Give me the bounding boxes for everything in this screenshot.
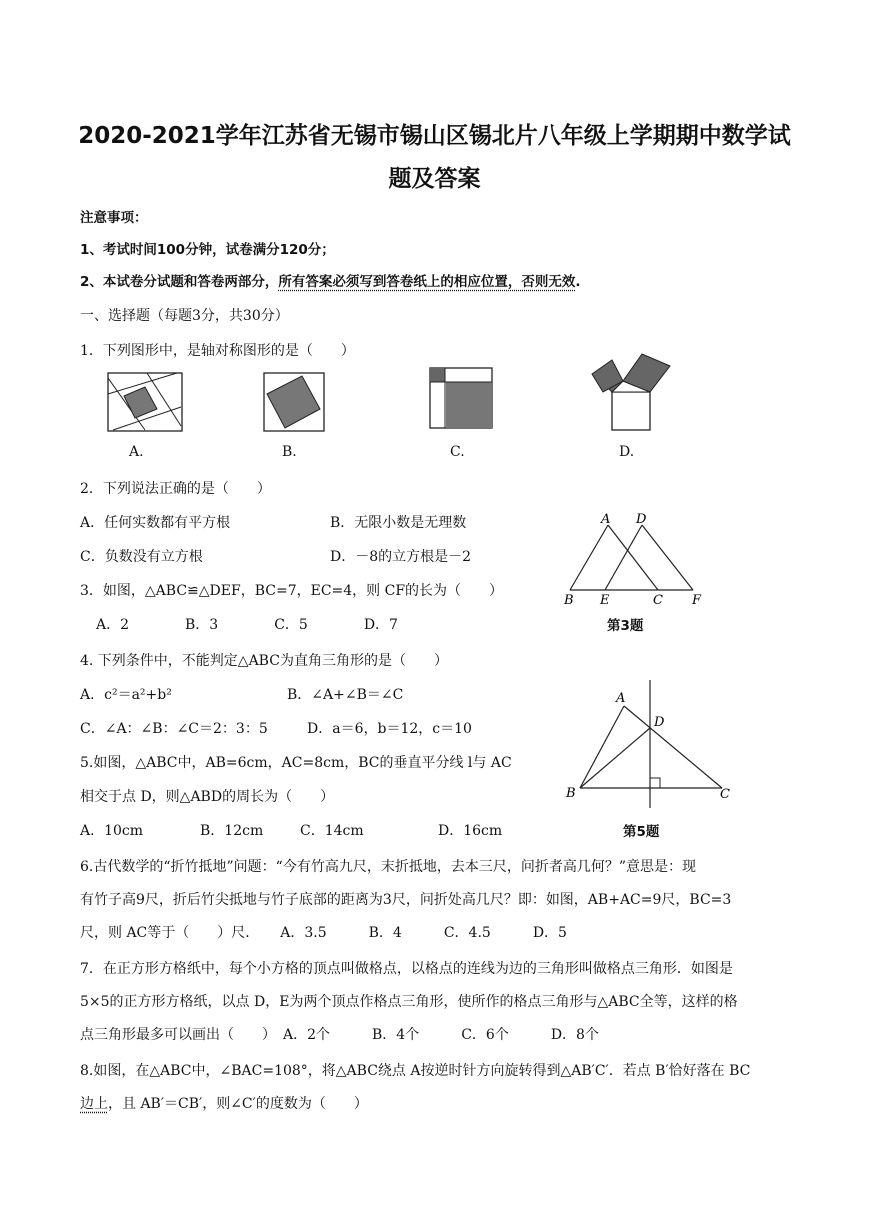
notes-item-2-emphasis: 所有答案必须写到答卷纸上的相应位置，否则无效 (278, 274, 576, 290)
q4-option-c: C．∠A：∠B：∠C＝2：3：5 (80, 721, 268, 737)
q3-figure-caption: 第3题 (607, 618, 644, 634)
q1-figure-d (590, 352, 672, 432)
q6-line3: 尺，则 AC等于（ ）尺． A．3.5 B．4 C．4.5 D．5 (80, 925, 567, 941)
notes-item-1: 1、考试时间100分钟，试卷满分120分； (80, 242, 335, 258)
q3-point-e: E (600, 593, 610, 608)
q1-label-a: A. (129, 444, 144, 460)
q2-option-d: D．－8的立方根是－2 (330, 549, 472, 565)
q4-option-b: B．∠A+∠B＝∠C (287, 687, 404, 703)
q5-stem-line2: 相交于点 D，则△ABD的周长为（ ） (80, 789, 335, 805)
q8-line2 (80, 1093, 368, 1113)
q1-figure-b (263, 372, 325, 432)
q2-option-b: B．无限小数是无理数 (330, 515, 467, 531)
q3-point-d: D (636, 512, 647, 527)
q1-label-d: D. (619, 444, 635, 460)
q1-label-b: B. (282, 444, 297, 460)
q3-point-a: A (601, 512, 611, 527)
q3-point-b: B (564, 593, 574, 608)
q2-stem: 2．下列说法正确的是（ ） (80, 481, 271, 497)
notes-item-2 (80, 270, 581, 290)
q5-option-a: A．10cm (80, 823, 144, 839)
page-title-line2: 题及答案 (388, 166, 481, 192)
q5-figure (560, 680, 740, 810)
q8-line2-rest: ，且 AB′＝CB′，则∠C′的度数为（ ） (108, 1096, 368, 1112)
q5-point-b: B (566, 786, 576, 801)
q6-line2: 有竹子高9尺，折后竹尖抵地与竹子底部的距离为3尺，问折处高几尺？即：如图，AB+AC=9尺，BC=3 (80, 892, 732, 908)
q3-options: A．2 B．3 C．5 D．7 (96, 617, 398, 633)
q5-point-a: A (616, 691, 626, 706)
q4-stem: 4. 下列条件中，不能判定△ABC为直角三角形的是（ ） (80, 653, 448, 669)
q6-line1: 6.古代数学的“折竹抵地”问题：“今有竹高九尺，末折抵地，去本三尺，问折者高几何？”意思是：现 (80, 859, 696, 875)
page-title-line1: 2020-2021学年江苏省无锡市锡山区锡北片八年级上学期期中数学试 (78, 123, 791, 149)
q5-point-d: D (654, 715, 665, 730)
q3-figure (560, 510, 720, 610)
q3-point-c: C (653, 593, 663, 608)
q2-option-a: A．任何实数都有平方根 (80, 515, 231, 531)
notes-item-2-end: . (575, 274, 581, 290)
q4-option-a: A．c²＝a²+b² (80, 687, 172, 703)
q4-option-d: D．a＝6，b＝12，c＝10 (307, 721, 472, 737)
q5-option-c: C．14cm (300, 823, 364, 839)
q2-option-c: C．负数没有立方根 (80, 549, 203, 565)
q3-stem: 3．如图，△ABC≌△DEF，BC=7，EC=4，则 CF的长为（ ） (80, 583, 504, 599)
q5-option-d: D．16cm (438, 823, 503, 839)
section1-heading: 一、选择题（每题3分，共30分） (80, 308, 289, 324)
q7-line2: 5×5的正方形方格纸，以点 D，E为两个顶点作格点三角形，使所作的格点三角形与△ABC全等，这样的格 (80, 994, 738, 1010)
q1-figure-c (429, 367, 493, 429)
q1-figure-a (107, 372, 183, 432)
q1-label-c: C. (450, 444, 465, 460)
q5-point-c: C (720, 787, 730, 802)
notes-item-2-part-a: 2、本试卷分试题和答卷两部分， (80, 274, 279, 290)
q5-figure-caption: 第5题 (623, 824, 660, 840)
notes-heading: 注意事项： (80, 210, 148, 226)
q1-stem: 1．下列图形中，是轴对称图形的是（ ） (80, 343, 355, 359)
q5-stem-line1: 5.如图，△ABC中，AB=6cm，AC=8cm，BC的垂直平分线 l与 AC (80, 755, 512, 771)
q7-line3: 点三角形最多可以画出（ ） A．2个 B．4个 C．6个 D．8个 (80, 1027, 599, 1043)
q8-line2-emphasis: 边上 (80, 1096, 108, 1112)
q7-line1: 7．在正方形方格纸中，每个小方格的顶点叫做格点，以格点的连线为边的三角形叫做格点三角形．如图是 (80, 961, 733, 977)
q5-option-b: B．12cm (200, 823, 264, 839)
q3-point-f: F (692, 593, 702, 608)
q8-line1: 8.如图，在△ABC中，∠BAC=108°，将△ABC绕点 A按逆时针方向旋转得到△AB′C′．若点 B′恰好落在 BC (80, 1063, 751, 1079)
